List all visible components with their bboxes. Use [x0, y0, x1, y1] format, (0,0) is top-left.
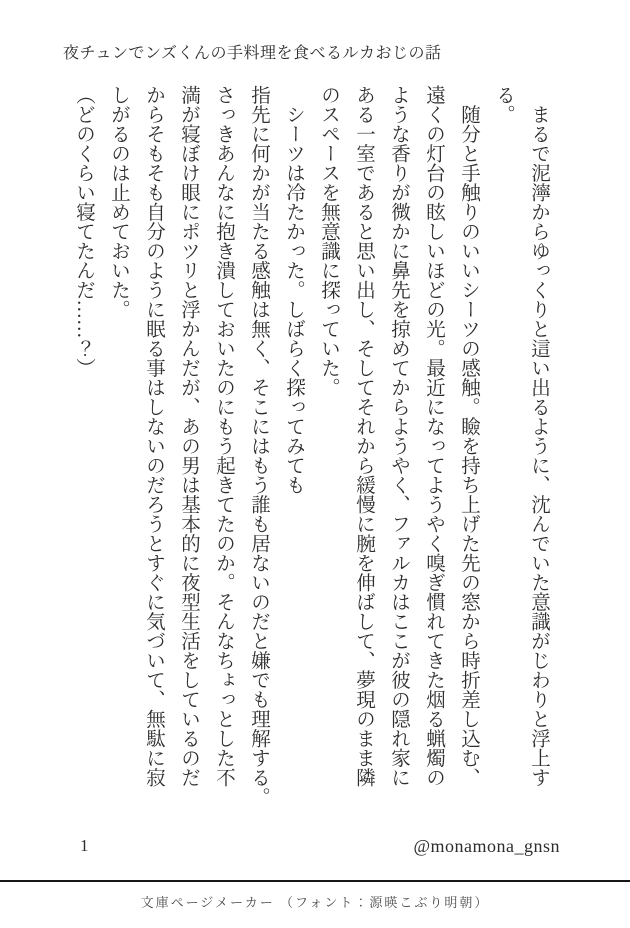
- text-line: シーツは冷たかった。しばらく探ってみても: [283, 85, 304, 495]
- text-line: のスペースを無意識に探っていた。: [318, 85, 339, 397]
- text-line: （どのくらい寝てたんだ……？）: [73, 85, 94, 378]
- footer-divider: [0, 880, 630, 882]
- text-line: ような香りが微かに鼻先を掠めてからようやく、ファルカはここが彼の隠れ家に: [388, 85, 409, 787]
- author-credit: @monamona_gnsn: [413, 836, 560, 856]
- text-line: からそもそも自分のように眠る事はしないのだろうとすぐに気づいて、無駄に寂: [143, 85, 164, 787]
- page-number: 1: [80, 836, 89, 855]
- vertical-body-text: [66, 85, 556, 807]
- text-line: る。: [493, 85, 514, 124]
- text-line: しがるのは止めておいた。: [108, 85, 129, 319]
- text-line: 遠くの灯台の眩しいほどの光。最近になってようやく嗅ぎ慣れてきた烟る蝋燭の: [423, 85, 444, 787]
- text-line: さっきあんなに抱き潰しておいたのにもう起きてたのか。そんなちょっとした不: [213, 85, 234, 787]
- footer-caption: 文庫ページメーカー （フォント：源暎こぶり明朝）: [140, 895, 490, 910]
- page-title: 夜チュンでンズくんの手料理を食べるルカおじの話: [63, 45, 442, 62]
- text-line: 指先に何かが当たる感触は無く、そこにはもう誰も居ないのだと嫌でも理解する。: [248, 85, 269, 807]
- text-line: まるで泥濘からゆっくりと這い出るように、沈んでいた意識がじわりと浮上す: [528, 85, 549, 787]
- text-line: ある一室であると思い出し、そしてそれから緩慢に腕を伸ばして、夢現のまま隣: [353, 85, 374, 787]
- text-line: 満が寝ぼけ眼にポツリと浮かんだが、あの男は基本的に夜型生活をしているのだ: [178, 85, 199, 787]
- text-line: 随分と手触りのいいシーツの感触。瞼を持ち上げた先の窓から時折差し込む、: [458, 85, 479, 787]
